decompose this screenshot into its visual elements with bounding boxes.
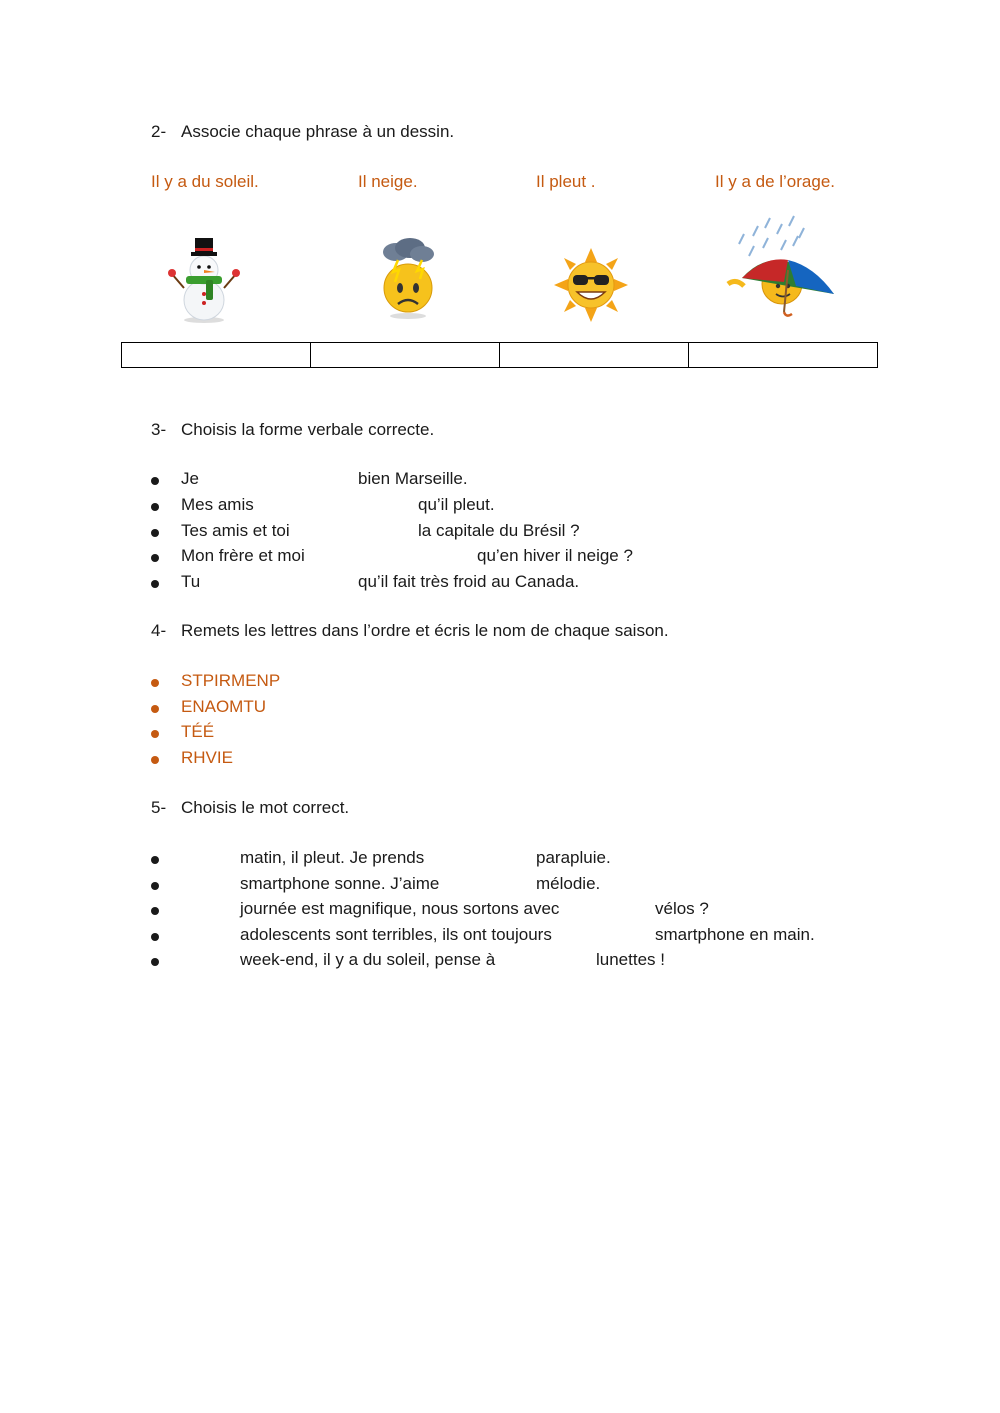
q5-instruction: Choisis le mot correct. [181, 798, 350, 817]
sun-sunglasses-icon [554, 248, 628, 322]
q5-item-part2: lunettes ! [596, 950, 665, 969]
scrambled-word: RHVIE [181, 748, 233, 767]
q3-number: 3- [151, 420, 167, 439]
answer-cell[interactable] [500, 343, 689, 368]
bullet-icon [151, 529, 159, 537]
phrase-sun: Il y a du soleil. [151, 172, 259, 191]
bullet-icon [151, 933, 159, 941]
q3-item-start: Je [181, 469, 199, 488]
scrambled-word: TÉÉ [181, 722, 215, 741]
q5-item-part1: adolescents sont terribles, ils ont toujours [240, 925, 552, 944]
q5-item-part2: parapluie. [536, 848, 611, 867]
q5-item-part2: vélos ? [655, 899, 709, 918]
q3-item-start: Tes amis et toi [181, 521, 290, 540]
q4-instruction: Remets les lettres dans l’ordre et écris le nom de chaque saison. [181, 621, 669, 640]
q5-item-part1: journée est magnifique, nous sortons avec [240, 899, 560, 918]
q3-item-end: qu’en hiver il neige ? [477, 546, 633, 565]
q5-number: 5- [151, 798, 167, 817]
bullet-icon [151, 679, 159, 687]
q3-item-start: Tu [181, 572, 201, 591]
q3-item-end: la capitale du Brésil ? [418, 521, 580, 540]
storm-cloud-icon [376, 238, 440, 322]
q2-instruction: Associe chaque phrase à un dessin. [181, 122, 455, 141]
q3-item-start: Mon frère et moi [181, 546, 305, 565]
q2-number: 2- [151, 122, 167, 141]
q3-item-end: qu’il pleut. [418, 495, 495, 514]
q5-item-part2: smartphone en main. [655, 925, 815, 944]
snowman-icon [164, 236, 244, 324]
scrambled-word: STPIRMENP [181, 671, 281, 690]
bullet-icon [151, 554, 159, 562]
answer-cell[interactable] [689, 343, 878, 368]
bullet-icon [151, 477, 159, 485]
q3-item-start: Mes amis [181, 495, 254, 514]
q5-item-part2: mélodie. [536, 874, 601, 893]
q5-item-part1: week-end, il y a du soleil, pense à [240, 950, 496, 969]
q3-item-end: bien Marseille. [358, 469, 468, 488]
bullet-icon [151, 705, 159, 713]
phrase-rain: Il pleut . [536, 172, 596, 191]
q5-item-part1: matin, il pleut. Je prends [240, 848, 425, 867]
answer-table [121, 342, 878, 368]
bullet-icon [151, 882, 159, 890]
bullet-icon [151, 730, 159, 738]
answer-cell[interactable] [122, 343, 311, 368]
bullet-icon [151, 503, 159, 511]
phrase-snow: Il neige. [358, 172, 418, 191]
bullet-icon [151, 958, 159, 966]
phrase-storm: Il y a de l’orage. [715, 172, 836, 191]
bullet-icon [151, 580, 159, 588]
bullet-icon [151, 907, 159, 915]
q3-item-end: qu’il fait très froid au Canada. [358, 572, 580, 591]
q5-item-part1: smartphone sonne. J’aime [240, 874, 440, 893]
answer-cell[interactable] [311, 343, 500, 368]
bullet-icon [151, 756, 159, 764]
scrambled-word: ENAOMTU [181, 697, 266, 716]
bullet-icon [151, 856, 159, 864]
umbrella-rain-icon [724, 212, 838, 322]
q3-instruction: Choisis la forme verbale correcte. [181, 420, 435, 439]
q4-number: 4- [151, 621, 167, 640]
